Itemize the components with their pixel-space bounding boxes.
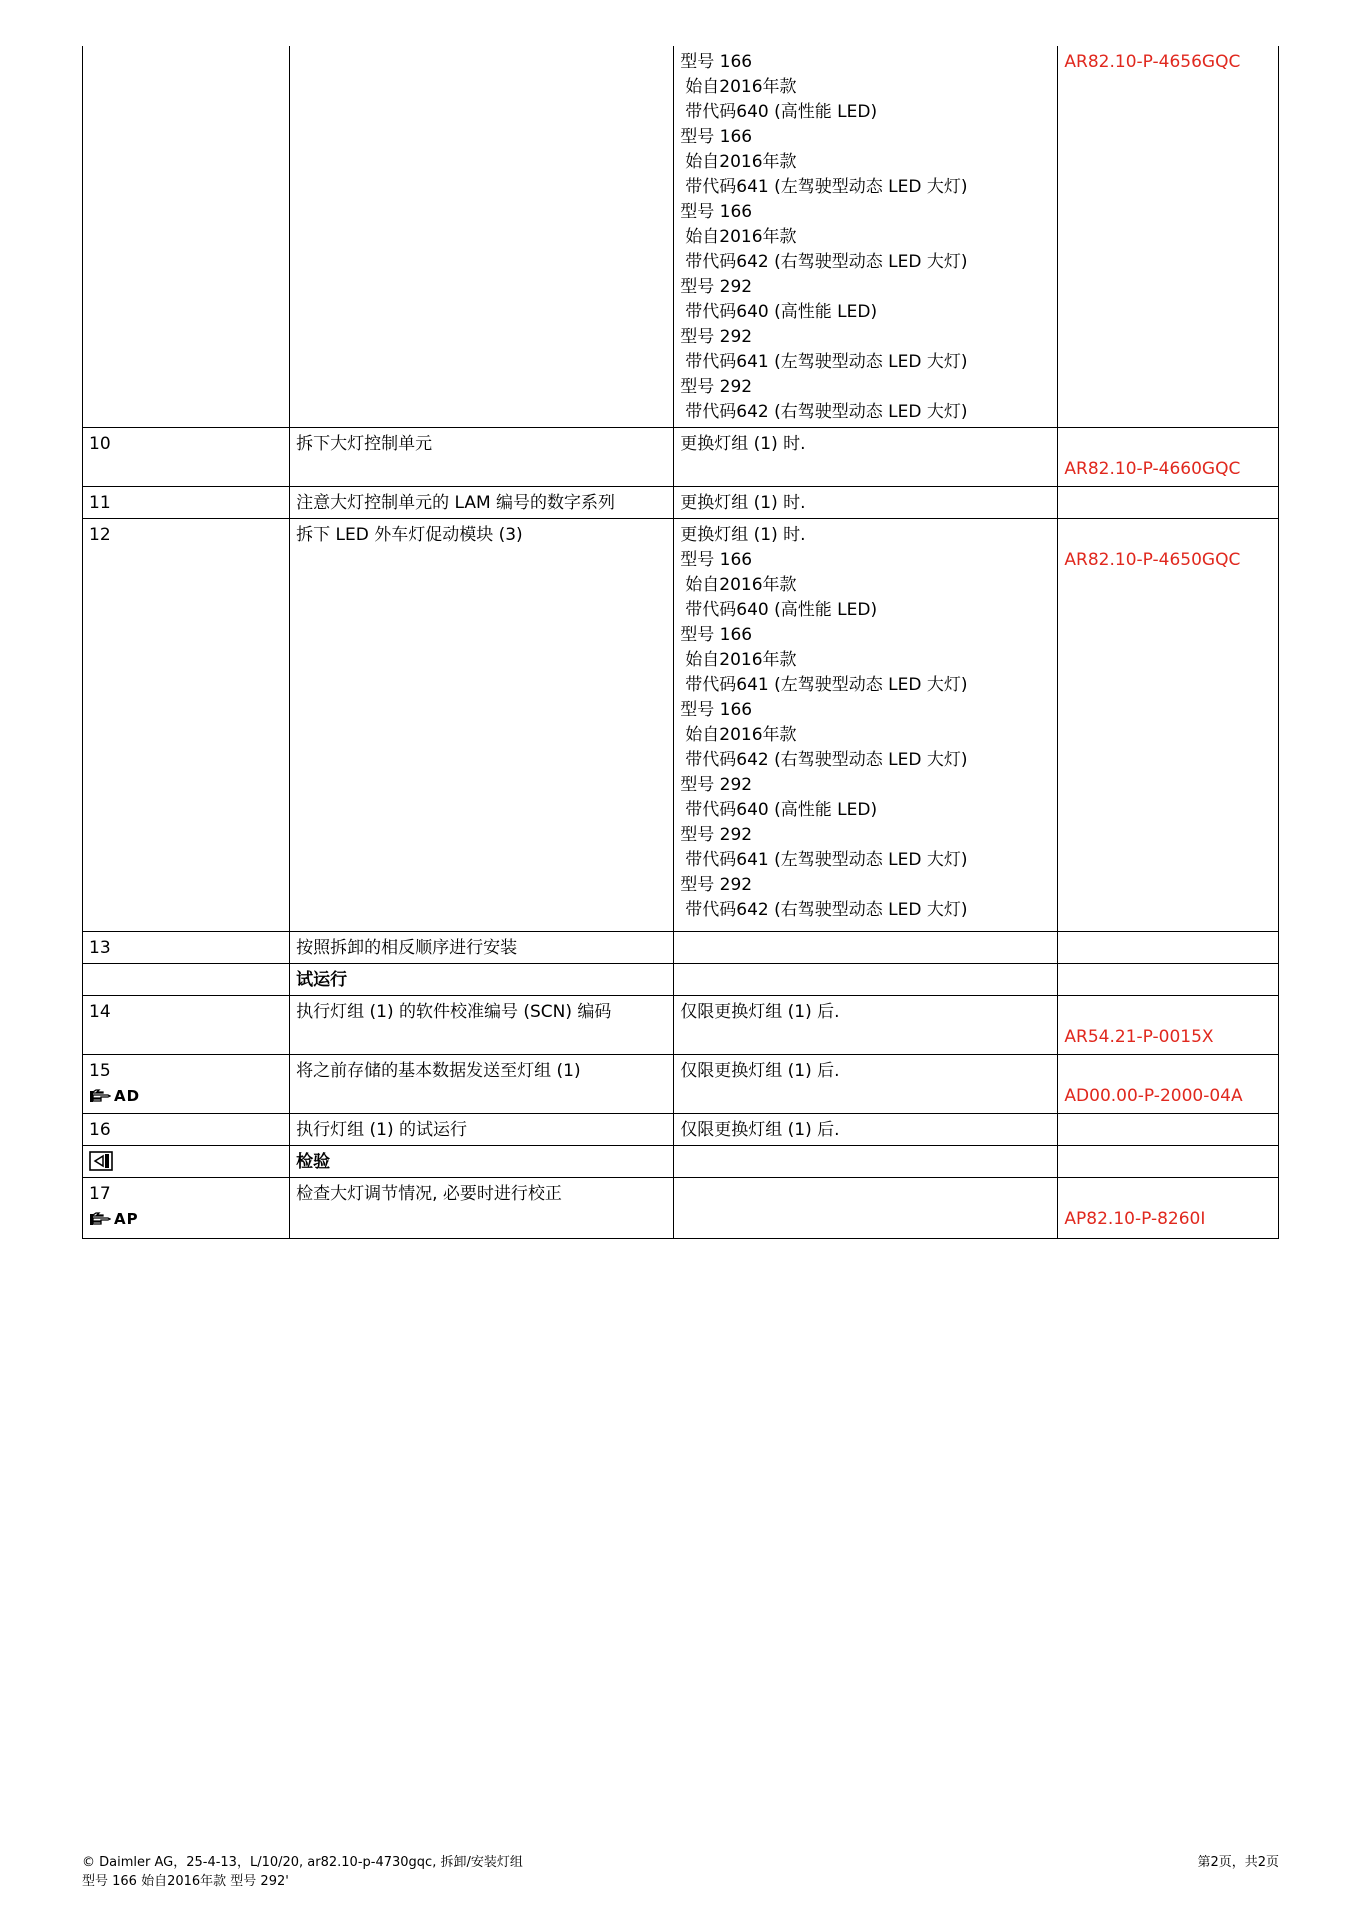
- notes-cell: [674, 932, 1058, 964]
- ref-cell: [1058, 964, 1279, 996]
- ref-cell: [1058, 1178, 1279, 1239]
- notes-cell: [674, 1055, 1058, 1114]
- action-cell: 执行灯组 (1) 的软件校准编号 (SCN) 编码: [290, 996, 674, 1055]
- notes-cell: [674, 487, 1058, 519]
- note-line: 更换灯组 (1) 时.: [680, 434, 806, 454]
- action-cell: 检查大灯调节情况, 必要时进行校正: [290, 1178, 674, 1239]
- section-row: [83, 964, 1279, 996]
- note-line: 带代码642 (右驾驶型动态 LED 大灯): [685, 252, 968, 272]
- step-cell: [83, 46, 290, 428]
- note-line: 型号 292: [680, 775, 753, 795]
- notes-cell: [674, 964, 1058, 996]
- notes-cell: [674, 996, 1058, 1055]
- ref-cell: [1058, 46, 1279, 428]
- reference-link[interactable]: AD00.00-P-2000-04A: [1064, 1086, 1243, 1106]
- action-cell: 拆下 LED 外车灯促动模块 (3): [290, 519, 674, 932]
- notes-cell: [674, 46, 1058, 428]
- ref-cell: [1058, 487, 1279, 519]
- step-cell: 13: [83, 932, 290, 964]
- footer-copyright: © Daimler AG，25-4-13，L/10/20, ar82.10-p-4730gqc, 拆卸/安装灯组: [82, 1855, 523, 1870]
- note-line: 仅限更换灯组 (1) 后.: [680, 1120, 840, 1140]
- step-cell: 15 AD: [83, 1055, 290, 1114]
- reference-link[interactable]: AR54.21-P-0015X: [1064, 1027, 1214, 1047]
- note-line: 更换灯组 (1) 时.: [680, 493, 806, 513]
- note-line: 始自2016年款: [685, 575, 797, 595]
- ref-cell: [1058, 1114, 1279, 1146]
- ref-cell: [1058, 519, 1279, 932]
- note-line: 带代码640 (高性能 LED): [685, 600, 878, 620]
- table-row: [83, 428, 1279, 487]
- hint-label: AD: [114, 1086, 141, 1105]
- step-cell: 12: [83, 519, 290, 932]
- notes-cell: [674, 519, 1058, 932]
- note-line: 型号 292: [680, 377, 753, 397]
- note-line: 带代码640 (高性能 LED): [685, 800, 878, 820]
- table-row: [83, 1055, 1279, 1114]
- step-cell: 17 AP: [83, 1178, 290, 1239]
- action-cell: 将之前存储的基本数据发送至灯组 (1): [290, 1055, 674, 1114]
- page-number: 第2页，共2页: [1197, 1855, 1279, 1870]
- note-line: 型号 166: [680, 202, 753, 222]
- step-cell: [83, 964, 290, 996]
- action-cell: 注意大灯控制单元的 LAM 编号的数字系列: [290, 487, 674, 519]
- ref-cell: [1058, 428, 1279, 487]
- note-line: 始自2016年款: [685, 152, 797, 172]
- reference-link[interactable]: AP82.10-P-8260I: [1064, 1209, 1206, 1229]
- note-line: 仅限更换灯组 (1) 后.: [680, 1002, 840, 1022]
- hint-marker[interactable]: [89, 1209, 283, 1229]
- action-cell: 按照拆卸的相反顺序进行安装: [290, 932, 674, 964]
- note-line: 型号 166: [680, 127, 753, 147]
- note-line: 带代码642 (右驾驶型动态 LED 大灯): [685, 402, 968, 422]
- reference-link[interactable]: AR82.10-P-4656GQC: [1064, 52, 1241, 72]
- step-cell: 10: [83, 428, 290, 487]
- hint-label: AP: [114, 1209, 139, 1228]
- note-line: 带代码642 (右驾驶型动态 LED 大灯): [685, 900, 968, 920]
- notes-cell: [674, 1114, 1058, 1146]
- note-line: 带代码641 (左驾驶型动态 LED 大灯): [685, 675, 968, 695]
- reference-link[interactable]: AR82.10-P-4650GQC: [1064, 550, 1241, 570]
- note-line: 型号 166: [680, 700, 753, 720]
- table-row: [83, 519, 1279, 932]
- ref-cell: [1058, 996, 1279, 1055]
- note-line: 型号 292: [680, 875, 753, 895]
- note-line: 带代码641 (左驾驶型动态 LED 大灯): [685, 352, 968, 372]
- note-line: 带代码641 (左驾驶型动态 LED 大灯): [685, 850, 968, 870]
- table-row: [83, 1114, 1279, 1146]
- pointing-hand-icon: [89, 1212, 111, 1226]
- ref-cell: [1058, 1146, 1279, 1178]
- note-line: 始自2016年款: [685, 77, 797, 97]
- action-cell: [290, 46, 674, 428]
- step-cell: 14: [83, 996, 290, 1055]
- note-line: 带代码641 (左驾驶型动态 LED 大灯): [685, 177, 968, 197]
- check-step-icon: [89, 1151, 113, 1171]
- notes-cell: [674, 1146, 1058, 1178]
- section-row: [83, 1146, 1279, 1178]
- pointing-hand-icon: [89, 1089, 111, 1103]
- step-cell: 11: [83, 487, 290, 519]
- procedure-table: [82, 46, 1279, 1239]
- note-line: 始自2016年款: [685, 725, 797, 745]
- section-heading: 试运行: [290, 964, 674, 996]
- note-line: 型号 292: [680, 825, 753, 845]
- notes-cell: [674, 1178, 1058, 1239]
- section-heading: 检验: [290, 1146, 674, 1178]
- note-line: 型号 292: [680, 277, 753, 297]
- ref-cell: [1058, 1055, 1279, 1114]
- table-row: [83, 487, 1279, 519]
- action-cell: 拆下大灯控制单元: [290, 428, 674, 487]
- footer-model: 型号 166 始自2016年款 型号 292': [82, 1874, 289, 1889]
- table-row: [83, 1178, 1279, 1239]
- note-line: 更换灯组 (1) 时.: [680, 525, 806, 545]
- step-cell: [83, 1146, 290, 1178]
- note-line: 型号 166: [680, 52, 753, 72]
- table-row: [83, 932, 1279, 964]
- note-line: 带代码640 (高性能 LED): [685, 102, 878, 122]
- note-line: 带代码642 (右驾驶型动态 LED 大灯): [685, 750, 968, 770]
- reference-link[interactable]: AR82.10-P-4660GQC: [1064, 459, 1241, 479]
- ref-cell: [1058, 932, 1279, 964]
- note-line: 带代码640 (高性能 LED): [685, 302, 878, 322]
- table-row: [83, 996, 1279, 1055]
- hint-marker[interactable]: [89, 1086, 283, 1106]
- note-line: 始自2016年款: [685, 650, 797, 670]
- note-line: 型号 292: [680, 327, 753, 347]
- step-cell: 16: [83, 1114, 290, 1146]
- action-cell: 执行灯组 (1) 的试运行: [290, 1114, 674, 1146]
- note-line: 始自2016年款: [685, 227, 797, 247]
- note-line: 型号 166: [680, 625, 753, 645]
- note-line: 仅限更换灯组 (1) 后.: [680, 1061, 840, 1081]
- notes-cell: [674, 428, 1058, 487]
- table-row: [83, 46, 1279, 428]
- note-line: 型号 166: [680, 550, 753, 570]
